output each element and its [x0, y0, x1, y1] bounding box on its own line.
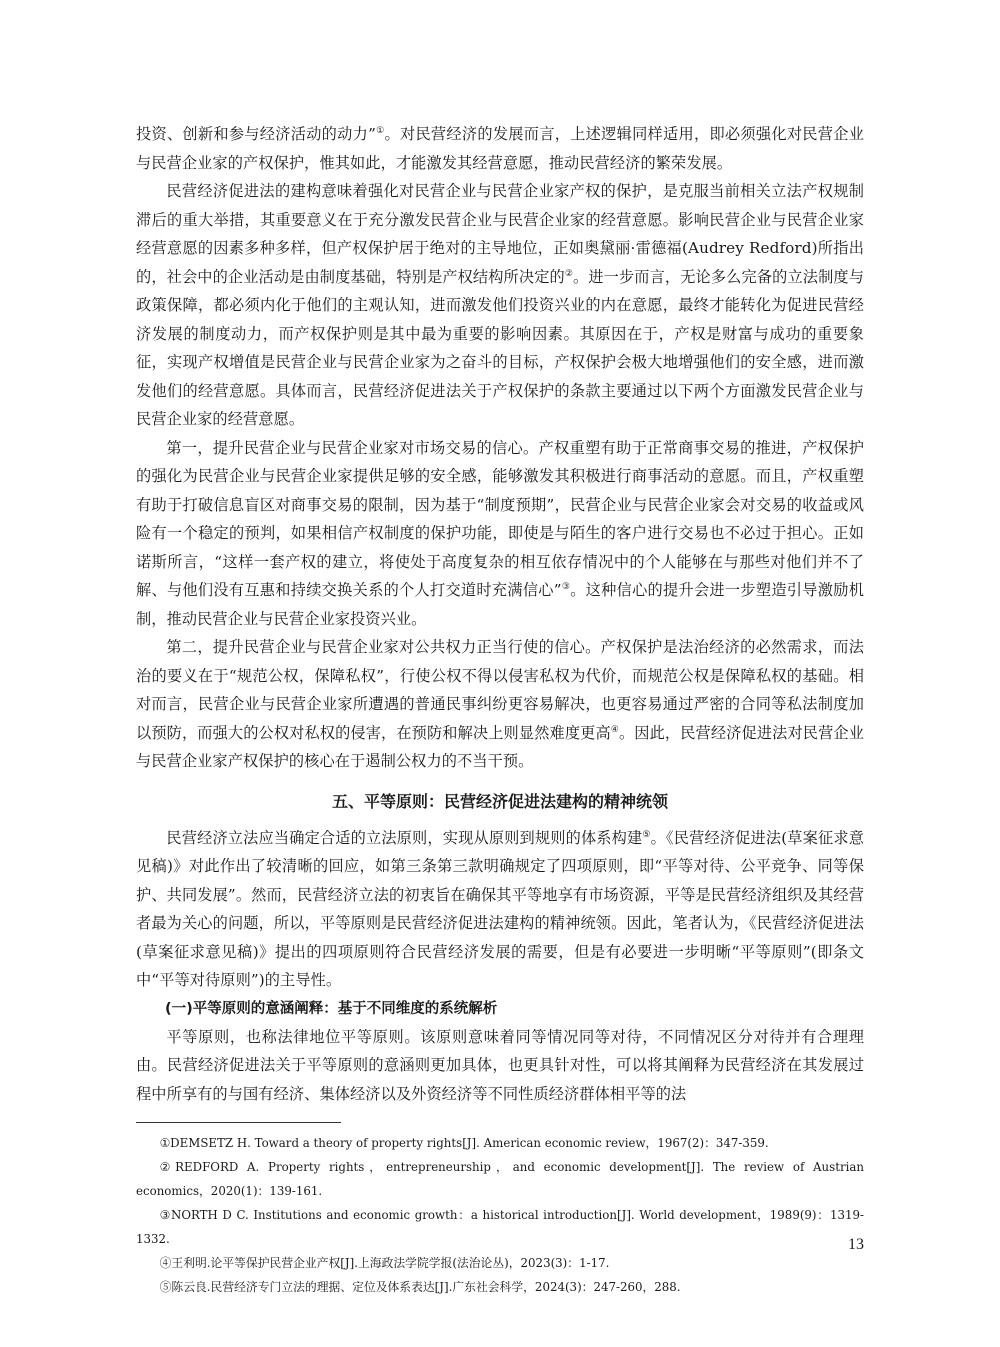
- paragraph-4: [136, 633, 864, 776]
- paragraph-text: 第一，提升民营企业与民营企业家对市场交易的信心。产权重塑有助于正常商事交易的推进，产权保护的强化为民营企业与民营企业家提供足够的安全感，能够激发其积极进行商事活动的意愿。而且，产权重塑有助于打破信息盲区对商事交易的限制，因为基于“制度预期”，民营企业与民营企业家会对交易的收益或风险有一个稳定的预判，如果相信产权制度的保护功能，即使是与陌生的客户进行交易也不必过于担心。正如诺斯所言，“这样一套产权的建立，将使处于高度复杂的相互依存情况中的个人能够在与那些对他们并不了解、与他们没有互惠和持续交换关系的个人打交道时充满信心”: [136, 438, 864, 599]
- paragraph-text: 民营经济促进法的建构意味着强化对民营企业与民营企业家产权的保护，是克服当前相关立法产权规制滞后的重大举措，其重要意义在于充分激发民营企业与民营企业家的经营意愿。影响民营企业与民营企业家经营意愿的因素多种多样，但产权保护居于绝对的主导地位，正如奥黛丽·雷德福(Audrey Redford)所指出的，社会中的企业活动是由制度基础，特别是产权结构所决定的: [136, 182, 864, 286]
- paragraph-text: 。进一步而言，无论多么完备的立法制度与政策保障，都必须内化于他们的主观认知，进而激发他们投资兴业的内在意愿，最终才能转化为促进民营经济发展的制度动力，而产权保护则是其中最为重要的影响因素。其原因在于，产权是财富与成功的重要象征，实现产权增值是民营企业与民营企业家为之奋斗的目标，产权保护会极大地增强他们的安全感，进而激发他们的经营意愿。具体而言，民营经济促进法关于产权保护的条款主要通过以下两个方面激发民营企业与民营企业家的经营意愿。: [136, 267, 864, 428]
- paragraph-text: 。这种信心的提升会进一步塑造引导激励机制，推动民营企业与民营企业家投资兴业。: [136, 581, 864, 628]
- section-title: 五、平等原则：民营经济促进法建构的精神统领: [331, 791, 668, 811]
- paragraph-2: [136, 177, 864, 434]
- paragraph-text: 。因此，民营经济促进法对民营企业与民营企业家产权保护的核心在于遏制公权力的不当干预。: [136, 723, 864, 770]
- page-number: 13: [848, 1236, 864, 1253]
- paragraph-1: [136, 120, 864, 177]
- page-body: [136, 120, 864, 1299]
- footnote-4: ④王利明.论平等保护民营企业产权[J].上海政法学院学报(法治论丛)，2023(3)：1-17.: [159, 1256, 610, 1270]
- paragraph-text: 。《民营经济促进法(草案征求意见稿)》对此作出了较清晰的回应，如第三条第三款明确规定了四项原则，即“平等对待、公平竞争、同等保护、共同发展”。然而，民营经济立法的初衷旨在确保其平等地享有市场资源，平等是民营经济组织及其经营者最为关心的问题，所以，平等原则是民营经济促进法建构的精神统领。因此，笔者认为，《民营经济促进法(草案征求意见稿)》提出的四项原则符合民营经济发展的需要，但是有必要进一步明晰“平等原则”(即条文中“平等对待原则”)的主导性。: [136, 828, 865, 989]
- footnote-ref-3[interactable]: ③: [561, 581, 571, 592]
- paragraph-3: [136, 434, 864, 634]
- footnote-3: ③NORTH D C. Institutions and economic growth：a historical introduction[J]. World development，1989(9)：1319-1332.: [136, 1208, 864, 1246]
- paragraph-text: 。对民营经济的发展而言，上述逻辑同样适用，即必须强化对民营企业与民营企业家的产权保护，惟其如此，才能激发其经营意愿，推动民营经济的繁荣发展。: [136, 125, 864, 172]
- footnote-ref-4[interactable]: ④: [610, 724, 619, 735]
- paragraph-6: 平等原则，也称法律地位平等原则。该原则意味着同等情况同等对待，不同情况区分对待并有合理理由。民营经济促进法关于平等原则的意涵则更加具体，也更具针对性，可以将其阐释为民营经济在其发展过程中所享有的与国有经济、集体经济以及外资经济等不同性质经济群体相平等的法: [136, 1027, 864, 1103]
- footnote-ref-1[interactable]: ①: [375, 125, 385, 136]
- footnote-1: ①DEMSETZ H. Toward a theory of property rights[J]. American economic review，1967(2)：347-359.: [159, 1136, 769, 1150]
- paragraph-text: 第二，提升民营企业与民营企业家对公共权力正当行使的信心。产权保护是法治经济的必然需求，而法治的要义在于“规范公权，保障私权”，行使公权不得以侵害私权为代价，而规范公权是保障私权的基础。相对而言，民营企业与民营企业家所遭遇的普通民事纠纷更容易解决，也更容易通过严密的合同等私法制度加以预防，而强大的公权对私权的侵害，在预防和解决上则显然难度更高: [136, 638, 864, 742]
- paragraph-text: 民营经济立法应当确定合适的立法原则，实现从原则到规则的体系构建: [166, 828, 643, 847]
- footnote-ref-2[interactable]: ②: [564, 268, 574, 279]
- footnote-2: ②REDFORD A. Property rights，entrepreneurship，and economic development[J]. The review of Austrian economics，2020(1)：139-161.: [136, 1160, 864, 1198]
- paragraph-5: [136, 824, 864, 995]
- footnote-5: ⑤陈云良.民营经济专门立法的理据、定位及体系表达[J].广东社会科学，2024(3)：247-260，288.: [159, 1280, 681, 1294]
- footnote-ref-5[interactable]: ⑤: [642, 829, 651, 840]
- subsection-title: (一)平等原则的意涵阐释：基于不同维度的系统解析: [165, 1000, 498, 1017]
- footnote-divider: [136, 1122, 341, 1123]
- paragraph-text: 投资、创新和参与经济活动的动力”: [136, 125, 376, 143]
